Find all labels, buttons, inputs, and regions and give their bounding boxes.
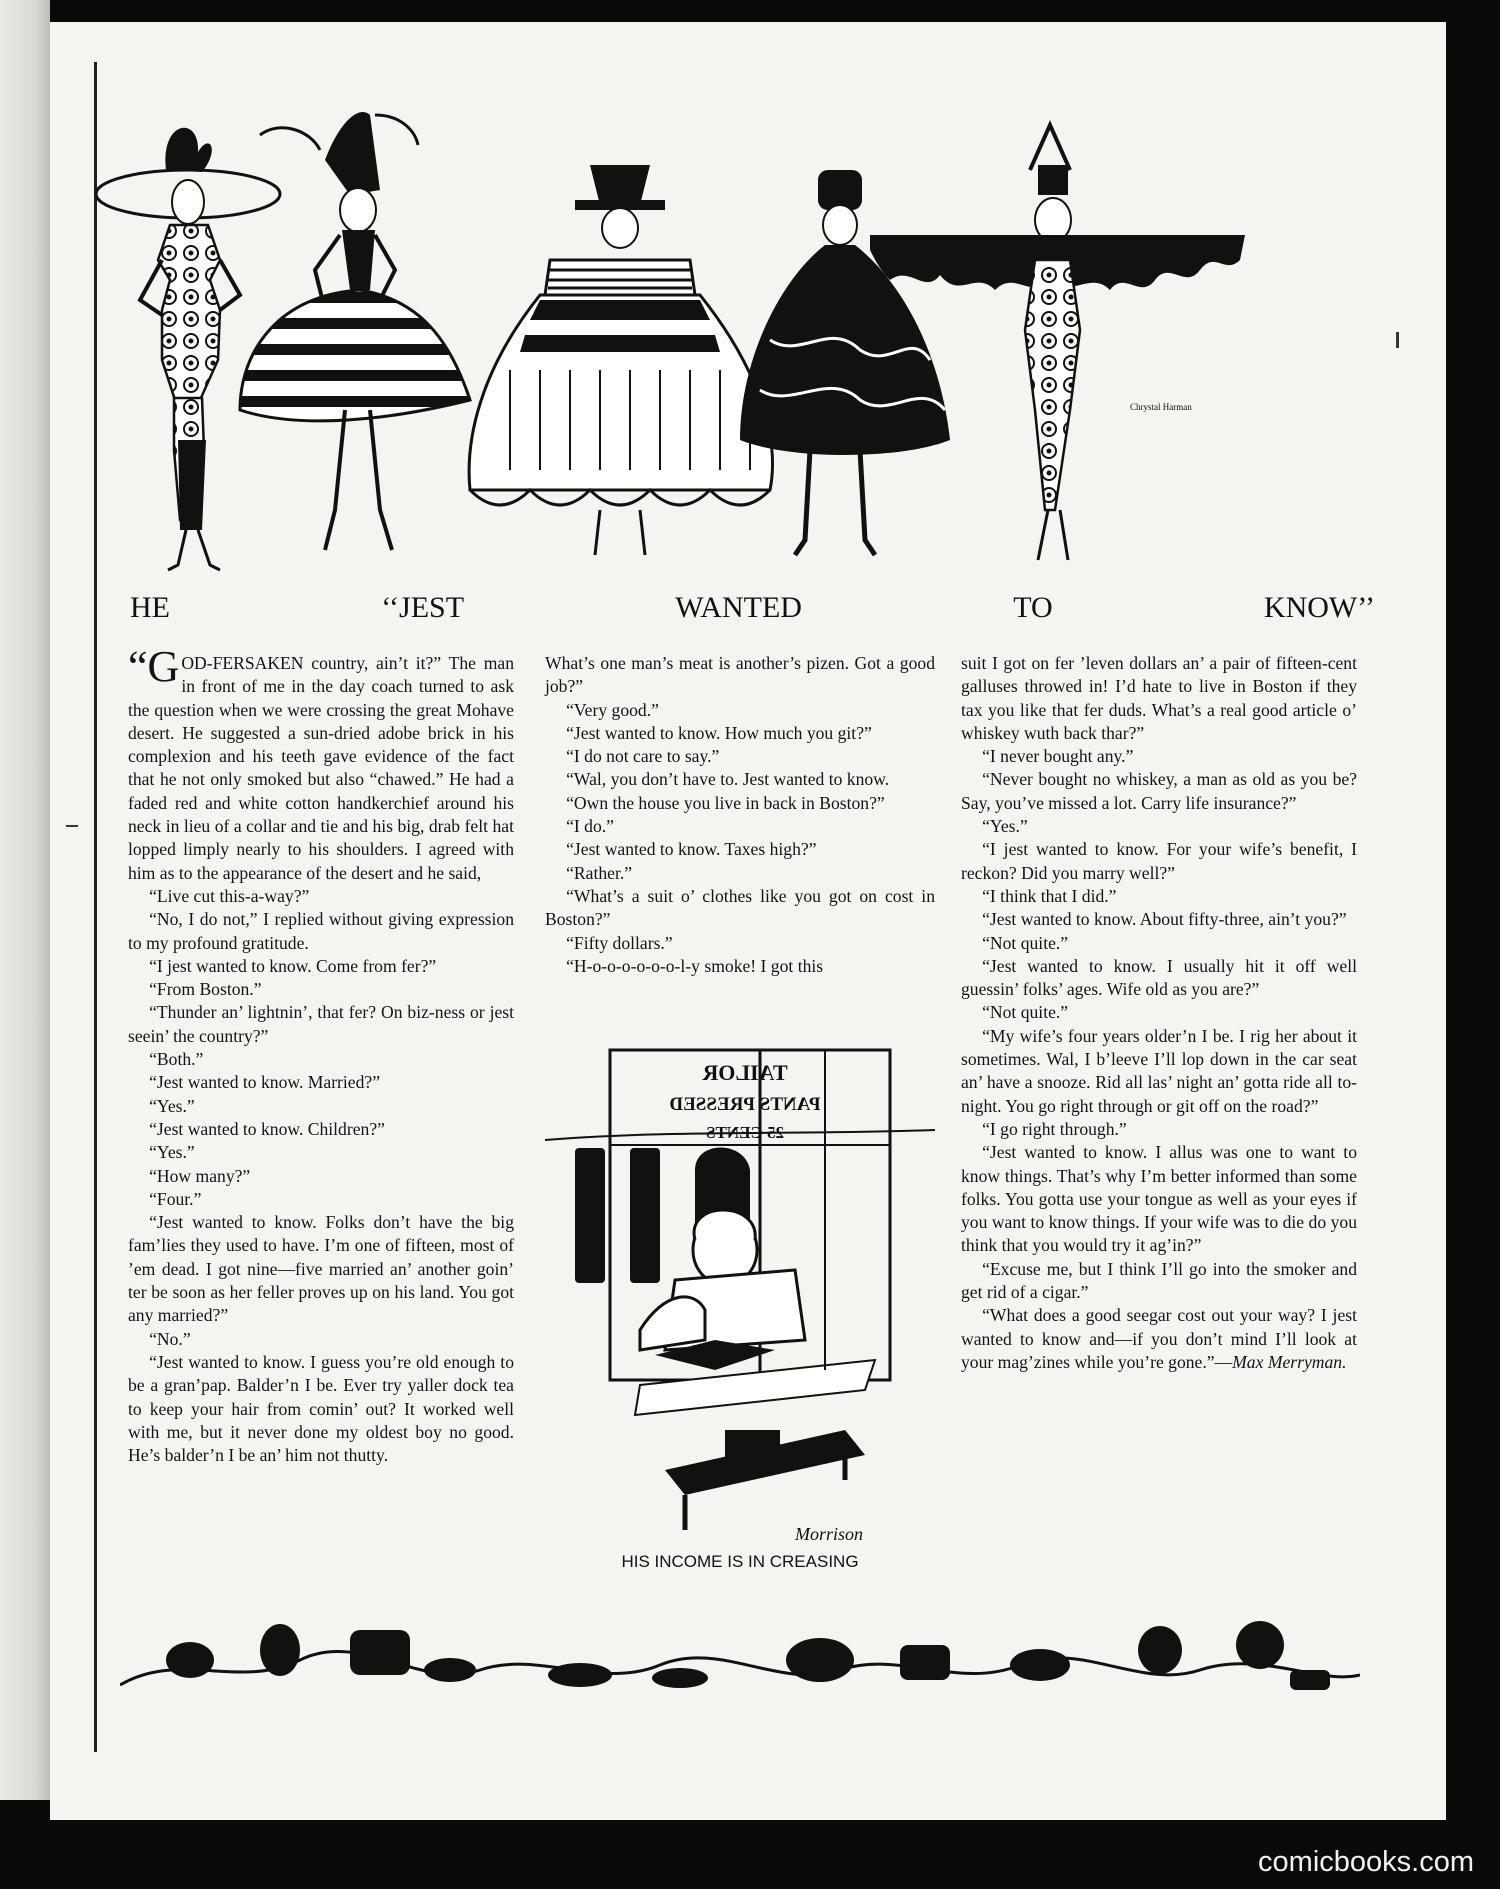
paragraph-text: “Jest wanted to know. How much you git?” — [566, 722, 872, 743]
paragraph-text: “Jest wanted to know. About fifty-three, ain’t you?” — [982, 909, 1347, 930]
article-paragraph — [545, 955, 935, 978]
article-paragraph — [961, 885, 1357, 908]
paragraph-text: “Jest wanted to know. Folks don’t have the big fam’lies they used to have. I’m one of fifteen, most of ’em dead. I got nine—five married an’ another goin’ ter be soon as her feller proves up on his land. You got any married?” — [128, 1212, 514, 1326]
article-paragraph — [545, 932, 935, 955]
paragraph-text: “I think that I did.” — [982, 885, 1117, 906]
article-paragraph — [545, 885, 935, 932]
paragraph-text: “I do.” — [566, 816, 614, 837]
paragraph-text: “H-o-o-o-o-o-o-l-y smoke! I got this — [566, 955, 824, 976]
article-paragraph — [961, 1025, 1357, 1118]
article-paragraph — [961, 745, 1357, 768]
fashion-illustration — [70, 110, 1300, 580]
article-paragraph — [128, 978, 514, 1001]
page-edge — [0, 0, 50, 1800]
article-paragraph — [128, 1328, 514, 1351]
window-sign-line-3: 25 CENTS — [706, 1123, 784, 1142]
paragraph-text: “I never bought any.” — [982, 746, 1134, 767]
article-paragraph — [128, 1211, 514, 1327]
cartoon-caption: HIS INCOME IS IN CREASING — [621, 1552, 859, 1571]
article-paragraph — [128, 642, 514, 885]
article-paragraph — [128, 1071, 514, 1094]
fashion-artist-signature: Chrystal Harman — [1130, 402, 1192, 412]
article-paragraph — [961, 652, 1357, 745]
article-headline — [130, 583, 1375, 633]
paragraph-text: “Own the house you live in back in Boston?” — [566, 792, 885, 813]
drop-cap: “G — [128, 642, 180, 691]
paragraph-text: “I do not care to say.” — [566, 746, 720, 767]
headline-word: KNOW’’ — [1263, 591, 1375, 624]
article-paragraph — [961, 908, 1357, 931]
paragraph-text: “I go right through.” — [982, 1118, 1127, 1139]
fashion-figure-1 — [96, 128, 280, 570]
article-column-3 — [961, 652, 1357, 1374]
paragraph-text: “Jest wanted to know. Children?” — [149, 1118, 385, 1139]
paragraph-text: “No, I do not,” I replied without giving expression to my profound gratitude. — [128, 909, 514, 953]
article-paragraph — [545, 745, 935, 768]
paragraph-text: “What does a good seegar cost out your way? I jest wanted to know and—if you don’t mind I’ll look at your mag’zines while you’re gone.”— — [961, 1305, 1357, 1372]
fashion-figure-3 — [469, 165, 772, 555]
paragraph-text: “Jest wanted to know. I allus was one to want to know things. That’s why I’m better informed than some folks. You gotta use your tongue as well as your eyes if you want to know things. If your wife was to die do you think that you would try it ag’in?” — [961, 1142, 1357, 1256]
article-paragraph — [545, 699, 935, 722]
article-paragraph — [961, 1118, 1357, 1141]
article-paragraph — [961, 838, 1357, 885]
paragraph-text: “Not quite.” — [982, 1002, 1069, 1023]
paragraph-text: “My wife’s four years older’n I be. I rig her about it sometimes. Wal, I b’leeve I’ll lop down in the car seat an’ have a snooze. Rid all las’ night an’ gotta ride all to-night. You go right through or git off on the road?” — [961, 1025, 1357, 1116]
paragraph-text: “I jest wanted to know. Come from fer?” — [149, 955, 437, 976]
paragraph-text: “Live cut this-a-way?” — [149, 885, 310, 906]
article-paragraph — [128, 908, 514, 955]
margin-mark — [1396, 332, 1399, 348]
article-paragraph — [961, 768, 1357, 815]
article-paragraph — [545, 862, 935, 885]
fashion-figure-5 — [870, 125, 1245, 560]
article-paragraph — [128, 1165, 514, 1188]
article-paragraph — [128, 1118, 514, 1141]
article-paragraph — [128, 1048, 514, 1071]
article-column-1 — [128, 642, 514, 1467]
article-paragraph — [545, 768, 935, 791]
article-paragraph — [128, 1351, 514, 1467]
paragraph-text: “Thunder an’ lightnin’, that fer? On biz-ness or jest seein’ the country?” — [128, 1002, 514, 1046]
article-paragraph — [545, 792, 935, 815]
article-paragraph — [961, 1141, 1357, 1257]
article-paragraph — [545, 652, 935, 699]
paragraph-text: OD-FERSAKEN country, ain’t it?” The man in front of me in the day coach turned to ask the question when we were crossing the great Mohave desert. He suggested a sun-dried adobe brick in his complexion and his teeth gave evidence of the fact that he not only smoked but also “chawed.” He had a faded red and white cotton handkerchief around his neck in lieu of a collar and tie and his big, drab felt hat lopped limply nearly to his shoulders. I agreed with him as to the appearance of the desert and he said, — [128, 653, 514, 883]
article-paragraph — [128, 955, 514, 978]
margin-mark — [66, 825, 78, 827]
headline-word: ‘‘JEST — [381, 591, 465, 624]
article-paragraph — [961, 1001, 1357, 1024]
paragraph-text: “Excuse me, but I think I’ll go into the smoker and get rid of a cigar.” — [961, 1258, 1357, 1303]
paragraph-text: “Jest wanted to know. I guess you’re old enough to be a gran’pap. Balder’n I be. Ever try yaller dock tea to keep your hair from comin’ out? It worked well with me, but it never done my oldest boy no good. He’s balder’n I be an’ him not thutty. — [128, 1351, 514, 1466]
paragraph-text: “Fifty dollars.” — [566, 932, 673, 953]
paragraph-text: “Never bought no whiskey, a man as old as you be? Say, you’ve missed a lot. Carry life insurance?” — [961, 769, 1357, 813]
window-sign-line-2: PANTS PRESSED — [669, 1094, 821, 1115]
paragraph-text: “Rather.” — [566, 862, 633, 883]
cartoon-artist-signature: Morrison — [795, 1524, 864, 1544]
watermark: comicbooks.com — [1258, 1846, 1474, 1878]
article-paragraph — [128, 1001, 514, 1048]
paragraph-text: “Four.” — [149, 1188, 202, 1209]
paragraph-text: “Very good.” — [566, 699, 659, 720]
paragraph-text: “What’s a suit o’ clothes like you got on cost in Boston?” — [545, 885, 935, 930]
paragraph-text: “I jest wanted to know. For your wife’s benefit, I reckon? Did you marry well?” — [961, 839, 1357, 883]
article-column-2 — [545, 652, 935, 978]
paragraph-text: “No.” — [149, 1328, 191, 1349]
paragraph-text: “Not quite.” — [982, 932, 1069, 953]
article-paragraph — [545, 722, 935, 745]
article-paragraph — [128, 885, 514, 908]
article-paragraph — [545, 838, 935, 861]
window-sign-line-1: TAILOR — [702, 1060, 788, 1085]
headline-word: HE — [130, 591, 170, 624]
decorative-frieze — [120, 1590, 1360, 1710]
paragraph-text: “Yes.” — [982, 816, 1028, 837]
headline-word: WANTED — [675, 591, 802, 624]
article-paragraph — [128, 1188, 514, 1211]
paragraph-text: “How many?” — [149, 1165, 251, 1186]
paragraph-text: “Jest wanted to know. I usually hit it off well guessin’ folks’ ages. Wife old as you are?” — [961, 955, 1357, 1000]
paragraph-text: “Both.” — [149, 1049, 204, 1070]
paragraph-text: “Yes.” — [149, 1095, 195, 1116]
paragraph-text: “From Boston.” — [149, 979, 262, 1000]
article-paragraph — [545, 815, 935, 838]
article-paragraph — [961, 932, 1357, 955]
headline-word: TO — [1013, 591, 1053, 624]
article-paragraph — [128, 1095, 514, 1118]
paragraph-text: What’s one man’s meat is another’s pizen. Got a good job?” — [545, 653, 935, 697]
paragraph-text: “Jest wanted to know. Taxes high?” — [566, 839, 817, 860]
author-signature: Max Merryman. — [1232, 1351, 1347, 1372]
article-paragraph — [961, 815, 1357, 838]
article-paragraph — [128, 1141, 514, 1164]
paragraph-text: “Jest wanted to know. Married?” — [149, 1072, 381, 1093]
tailor-cartoon — [545, 1040, 935, 1560]
paragraph-text: “Wal, you don’t have to. Jest wanted to know. — [566, 769, 890, 790]
fashion-figure-4 — [740, 170, 950, 555]
article-paragraph — [961, 1304, 1357, 1374]
paragraph-text: “Yes.” — [149, 1142, 195, 1163]
paragraph-text: suit I got on fer ’leven dollars an’ a pair of fifteen-cent galluses throwed in! I’d hate to live in Boston if they tax you like that fer duds. What’s a real good article o’ whiskey wuth back thar?” — [961, 653, 1357, 743]
article-paragraph — [961, 1258, 1357, 1305]
fashion-figure-2 — [240, 112, 470, 550]
article-paragraph — [961, 955, 1357, 1002]
